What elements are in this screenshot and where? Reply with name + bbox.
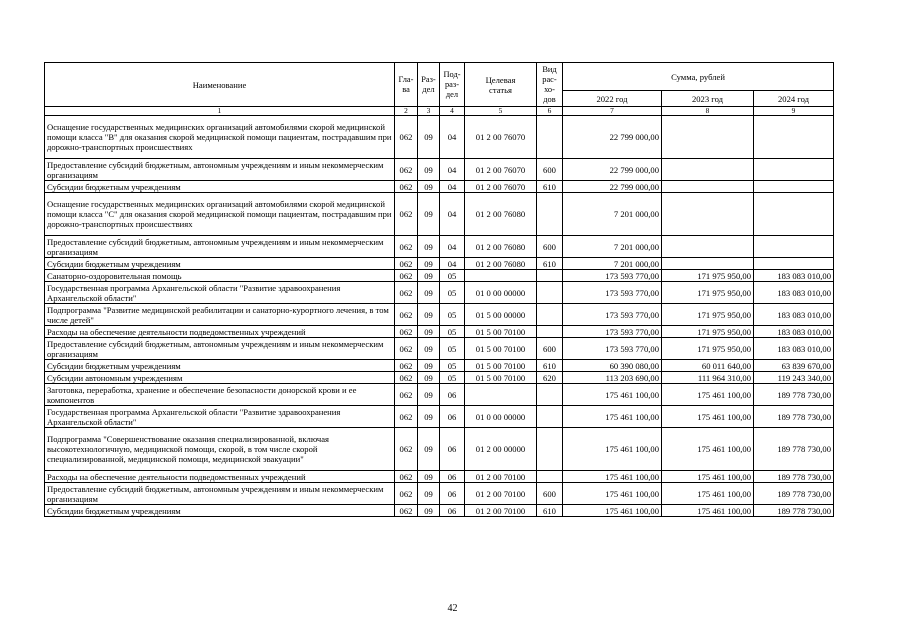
row-sum-2022: 175 461 100,00: [563, 471, 662, 483]
header-sum: Сумма, рублей: [563, 63, 834, 91]
row-sum-2023: 175 461 100,00: [662, 428, 754, 471]
table-body: [45, 107, 834, 517]
row-sum-2023: 171 975 950,00: [662, 304, 754, 326]
table-row: [45, 384, 834, 406]
row-name: Предоставление субсидий бюджетным, автономным учреждениям и иным некоммерческим организациям: [45, 236, 395, 258]
row-sum-2023: 171 975 950,00: [662, 338, 754, 360]
row-podrazdel: 05: [440, 326, 465, 338]
table-row: [45, 258, 834, 270]
row-razdel: 09: [418, 372, 440, 384]
table-row: [45, 406, 834, 428]
table-row: [45, 270, 834, 282]
row-expense-type: 600: [537, 236, 563, 258]
row-sum-2023: [662, 159, 754, 181]
row-expense-type: 600: [537, 483, 563, 505]
row-podrazdel: 06: [440, 483, 465, 505]
row-name: Подпрограмма "Совершенствование оказания специализированной, включая высокотехнологичную, медицинской помощи, скорой, в том числе скорой специализированной, медицинской помощи, медицинской эвакуации": [45, 428, 395, 471]
row-target-article: 01 0 00 00000: [465, 282, 537, 304]
column-number: 4: [440, 107, 465, 116]
row-glava: 062: [395, 483, 418, 505]
page-number: 42: [447, 603, 458, 614]
row-podrazdel: 06: [440, 428, 465, 471]
row-sum-2022: 173 593 770,00: [563, 304, 662, 326]
header-razdel: Раз- дел: [418, 63, 440, 107]
header-podrazdel: Под- раз- дел: [440, 63, 465, 107]
row-sum-2023: [662, 181, 754, 193]
row-name: Государственная программа Архангельской области "Развитие здравоохранения Архангельской области": [45, 406, 395, 428]
column-number: 5: [465, 107, 537, 116]
row-podrazdel: 05: [440, 360, 465, 372]
table-row: [45, 116, 834, 159]
row-target-article: 01 5 00 70100: [465, 326, 537, 338]
row-podrazdel: 05: [440, 338, 465, 360]
row-target-article: 01 2 00 70100: [465, 505, 537, 517]
row-sum-2022: 173 593 770,00: [563, 338, 662, 360]
row-podrazdel: 06: [440, 471, 465, 483]
table-row: [45, 471, 834, 483]
table-row: [45, 372, 834, 384]
row-sum-2024: [754, 181, 834, 193]
table-row: [45, 193, 834, 236]
row-razdel: 09: [418, 270, 440, 282]
row-sum-2022: 175 461 100,00: [563, 406, 662, 428]
row-expense-type: [537, 116, 563, 159]
row-target-article: 01 5 00 70100: [465, 360, 537, 372]
row-target-article: 01 2 00 76080: [465, 193, 537, 236]
column-number: 3: [418, 107, 440, 116]
row-razdel: 09: [418, 505, 440, 517]
row-expense-type: [537, 282, 563, 304]
row-razdel: 09: [418, 159, 440, 181]
row-name: Оснащение государственных медицинских организаций автомобилями скорой медицинской помощи класса "С" для оказания скорой медицинской помощи пациентам, пострадавшим при дорожно-транспортных происшествиях: [45, 193, 395, 236]
row-razdel: 09: [418, 338, 440, 360]
row-expense-type: 610: [537, 181, 563, 193]
row-podrazdel: 05: [440, 270, 465, 282]
row-sum-2024: [754, 159, 834, 181]
row-glava: 062: [395, 282, 418, 304]
row-target-article: 01 2 00 00000: [465, 428, 537, 471]
row-target-article: 01 0 00 00000: [465, 406, 537, 428]
table-row: [45, 505, 834, 517]
table-row: [45, 282, 834, 304]
row-name: Субсидии автономным учреждениям: [45, 372, 395, 384]
row-target-article: 01 2 00 70100: [465, 471, 537, 483]
column-number: 6: [537, 107, 563, 116]
row-podrazdel: 04: [440, 181, 465, 193]
row-expense-type: [537, 471, 563, 483]
row-sum-2024: 183 083 010,00: [754, 282, 834, 304]
row-podrazdel: 04: [440, 236, 465, 258]
row-name: Предоставление субсидий бюджетным, автономным учреждениям и иным некоммерческим организациям: [45, 338, 395, 360]
row-target-article: 01 5 00 00000: [465, 304, 537, 326]
table-row: [45, 304, 834, 326]
row-razdel: 09: [418, 483, 440, 505]
row-name: Заготовка, переработка, хранение и обеспечение безопасности донорской крови и ее компонентов: [45, 384, 395, 406]
row-sum-2024: [754, 258, 834, 270]
column-number: 9: [754, 107, 834, 116]
column-number: 1: [45, 107, 395, 116]
row-razdel: 09: [418, 193, 440, 236]
row-glava: 062: [395, 236, 418, 258]
row-razdel: 09: [418, 406, 440, 428]
row-sum-2024: 183 083 010,00: [754, 338, 834, 360]
row-expense-type: [537, 406, 563, 428]
row-sum-2024: [754, 116, 834, 159]
row-sum-2022: 173 593 770,00: [563, 326, 662, 338]
row-glava: 062: [395, 428, 418, 471]
row-glava: 062: [395, 505, 418, 517]
row-glava: 062: [395, 258, 418, 270]
row-expense-type: [537, 428, 563, 471]
row-sum-2022: 175 461 100,00: [563, 384, 662, 406]
row-glava: 062: [395, 193, 418, 236]
row-sum-2022: 22 799 000,00: [563, 116, 662, 159]
row-sum-2022: 7 201 000,00: [563, 236, 662, 258]
row-sum-2023: [662, 116, 754, 159]
table-row: [45, 483, 834, 505]
row-sum-2022: 173 593 770,00: [563, 270, 662, 282]
table-row: [45, 360, 834, 372]
row-sum-2024: 119 243 340,00: [754, 372, 834, 384]
row-razdel: 09: [418, 258, 440, 270]
row-sum-2024: 189 778 730,00: [754, 505, 834, 517]
row-name: Расходы на обеспечение деятельности подведомственных учреждений: [45, 326, 395, 338]
row-expense-type: 610: [537, 258, 563, 270]
row-expense-type: 620: [537, 372, 563, 384]
row-sum-2024: 189 778 730,00: [754, 471, 834, 483]
row-glava: 062: [395, 471, 418, 483]
row-name: Санаторно-оздоровительная помощь: [45, 270, 395, 282]
row-expense-type: [537, 304, 563, 326]
row-sum-2023: 175 461 100,00: [662, 483, 754, 505]
row-sum-2022: 113 203 690,00: [563, 372, 662, 384]
row-glava: 062: [395, 384, 418, 406]
row-target-article: 01 5 00 70100: [465, 338, 537, 360]
header-expense-type: Вид рас- хо- дов: [537, 63, 563, 107]
row-glava: 062: [395, 326, 418, 338]
row-glava: 062: [395, 372, 418, 384]
row-razdel: 09: [418, 326, 440, 338]
row-sum-2024: 183 083 010,00: [754, 304, 834, 326]
row-sum-2024: 183 083 010,00: [754, 326, 834, 338]
row-sum-2024: 189 778 730,00: [754, 428, 834, 471]
row-podrazdel: 04: [440, 193, 465, 236]
column-number: 2: [395, 107, 418, 116]
row-expense-type: [537, 270, 563, 282]
row-sum-2023: 60 011 640,00: [662, 360, 754, 372]
row-target-article: 01 2 00 76080: [465, 258, 537, 270]
row-sum-2024: [754, 236, 834, 258]
header-year-2024: 2024 год: [754, 91, 834, 107]
row-sum-2022: 173 593 770,00: [563, 282, 662, 304]
row-sum-2023: [662, 193, 754, 236]
row-target-article: 01 5 00 70100: [465, 372, 537, 384]
column-number: 8: [662, 107, 754, 116]
table-row: [45, 428, 834, 471]
column-number: 7: [563, 107, 662, 116]
row-glava: 062: [395, 116, 418, 159]
row-name: Подпрограмма "Развитие медицинской реабилитации и санаторно-курортного лечения, в том числе детей": [45, 304, 395, 326]
row-name: Предоставление субсидий бюджетным, автономным учреждениям и иным некоммерческим организациям: [45, 483, 395, 505]
row-sum-2022: 22 799 000,00: [563, 159, 662, 181]
row-razdel: 09: [418, 181, 440, 193]
row-sum-2022: 175 461 100,00: [563, 505, 662, 517]
row-name: Расходы на обеспечение деятельности подведомственных учреждений: [45, 471, 395, 483]
table-row: [45, 338, 834, 360]
row-sum-2024: 189 778 730,00: [754, 483, 834, 505]
row-podrazdel: 04: [440, 258, 465, 270]
row-name: Субсидии бюджетным учреждениям: [45, 181, 395, 193]
row-sum-2023: 111 964 310,00: [662, 372, 754, 384]
row-glava: 062: [395, 159, 418, 181]
header-year-2022: 2022 год: [563, 91, 662, 107]
row-target-article: [465, 384, 537, 406]
row-razdel: 09: [418, 471, 440, 483]
row-podrazdel: 05: [440, 304, 465, 326]
header-name: Наименование: [45, 63, 395, 107]
row-podrazdel: 05: [440, 372, 465, 384]
row-sum-2022: 175 461 100,00: [563, 483, 662, 505]
row-name: Субсидии бюджетным учреждениям: [45, 505, 395, 517]
row-sum-2022: 7 201 000,00: [563, 258, 662, 270]
row-sum-2024: 189 778 730,00: [754, 384, 834, 406]
row-razdel: 09: [418, 236, 440, 258]
header-year-2023: 2023 год: [662, 91, 754, 107]
row-sum-2023: 171 975 950,00: [662, 282, 754, 304]
row-target-article: 01 2 00 76070: [465, 116, 537, 159]
row-sum-2023: 175 461 100,00: [662, 471, 754, 483]
row-glava: 062: [395, 360, 418, 372]
row-name: Оснащение государственных медицинских организаций автомобилями скорой медицинской помощи класса "В" для оказания скорой медицинской помощи пациентам, пострадавшим при дорожно-транспортных происшествиях: [45, 116, 395, 159]
table-row: [45, 236, 834, 258]
table-row: [45, 159, 834, 181]
row-sum-2023: 175 461 100,00: [662, 406, 754, 428]
row-sum-2022: 60 390 080,00: [563, 360, 662, 372]
row-sum-2022: 7 201 000,00: [563, 193, 662, 236]
row-sum-2023: 171 975 950,00: [662, 326, 754, 338]
row-name: Предоставление субсидий бюджетным, автономным учреждениям и иным некоммерческим организациям: [45, 159, 395, 181]
row-glava: 062: [395, 270, 418, 282]
row-razdel: 09: [418, 384, 440, 406]
row-sum-2024: [754, 193, 834, 236]
row-razdel: 09: [418, 304, 440, 326]
row-name: Субсидии бюджетным учреждениям: [45, 360, 395, 372]
row-glava: 062: [395, 304, 418, 326]
row-expense-type: [537, 193, 563, 236]
row-podrazdel: 05: [440, 282, 465, 304]
row-expense-type: [537, 384, 563, 406]
table-row: [45, 181, 834, 193]
row-glava: 062: [395, 338, 418, 360]
row-sum-2022: 175 461 100,00: [563, 428, 662, 471]
row-expense-type: 610: [537, 360, 563, 372]
row-target-article: 01 2 00 76070: [465, 159, 537, 181]
row-sum-2024: 63 839 670,00: [754, 360, 834, 372]
row-target-article: 01 2 00 76080: [465, 236, 537, 258]
row-target-article: 01 2 00 70100: [465, 483, 537, 505]
row-glava: 062: [395, 406, 418, 428]
row-target-article: [465, 270, 537, 282]
row-razdel: 09: [418, 428, 440, 471]
row-sum-2023: 171 975 950,00: [662, 270, 754, 282]
row-expense-type: [537, 326, 563, 338]
column-numbers-row: [45, 107, 834, 116]
header-target-article: Целевая статья: [465, 63, 537, 107]
row-glava: 062: [395, 181, 418, 193]
row-podrazdel: 04: [440, 159, 465, 181]
row-sum-2024: 183 083 010,00: [754, 270, 834, 282]
row-podrazdel: 06: [440, 406, 465, 428]
row-expense-type: 600: [537, 159, 563, 181]
budget-table: [44, 62, 834, 517]
row-podrazdel: 06: [440, 384, 465, 406]
row-name: Государственная программа Архангельской области "Развитие здравоохранения Архангельской области": [45, 282, 395, 304]
row-razdel: 09: [418, 360, 440, 372]
row-sum-2023: 175 461 100,00: [662, 384, 754, 406]
row-razdel: 09: [418, 116, 440, 159]
row-sum-2023: [662, 258, 754, 270]
row-podrazdel: 04: [440, 116, 465, 159]
row-sum-2023: [662, 236, 754, 258]
header-glava: Гла- ва: [395, 63, 418, 107]
row-sum-2022: 22 799 000,00: [563, 181, 662, 193]
table-row: [45, 326, 834, 338]
row-sum-2024: 189 778 730,00: [754, 406, 834, 428]
row-expense-type: 600: [537, 338, 563, 360]
row-name: Субсидии бюджетным учреждениям: [45, 258, 395, 270]
row-podrazdel: 06: [440, 505, 465, 517]
row-sum-2023: 175 461 100,00: [662, 505, 754, 517]
row-target-article: 01 2 00 76070: [465, 181, 537, 193]
row-razdel: 09: [418, 282, 440, 304]
row-expense-type: 610: [537, 505, 563, 517]
